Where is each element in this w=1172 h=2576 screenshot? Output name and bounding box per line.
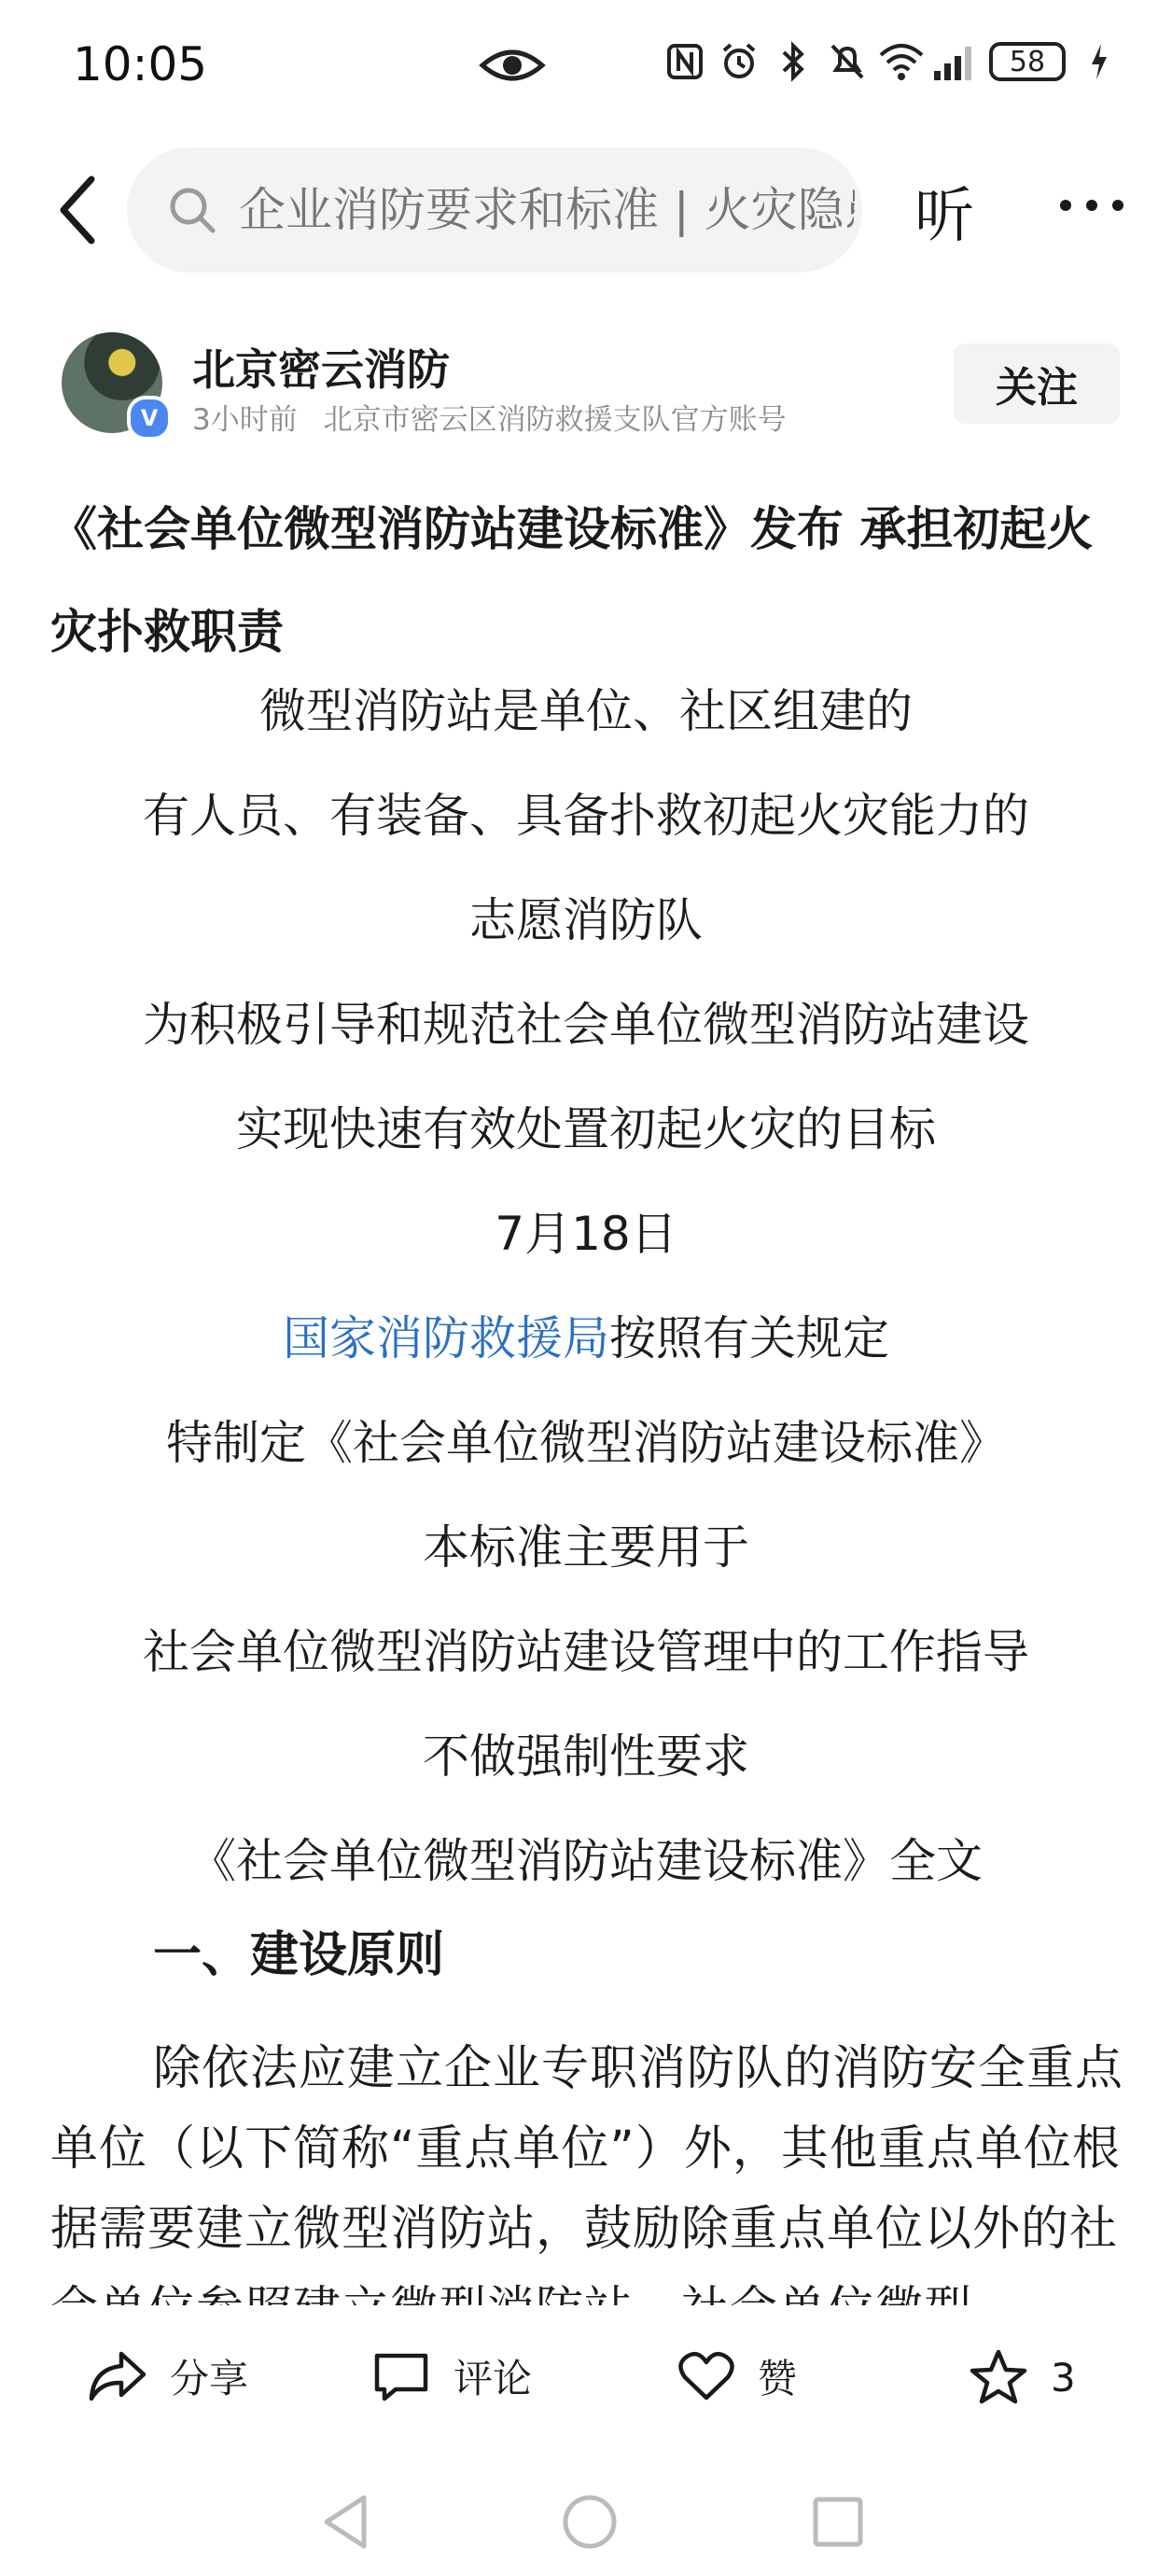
favorite-count: 3 [1051,2354,1076,2401]
article-line: 本标准主要用于 [423,1520,749,1575]
status-time: 10:05 [73,37,208,91]
system-nav-bar [0,2464,1172,2576]
article-line: 实现快速有效处置初起火灾的目标 [236,1102,936,1156]
agency-link[interactable]: 国家消防救援局 [283,1311,609,1365]
alarm-icon [719,41,760,82]
nav-back-icon[interactable] [317,2492,373,2552]
mute-icon [827,41,868,82]
post-time: 3小时前 [192,403,298,437]
author-row [0,329,1172,450]
status-bar [0,0,1172,131]
more-options-button[interactable] [1054,177,1129,233]
comment-label: 评论 [453,2356,533,2401]
favorite-button[interactable] [969,2348,1076,2406]
article-body [0,659,1172,1913]
top-bar [0,140,1172,280]
article-paragraph: 除依法应建立企业专职消防队的消防安全重点单位（以下简称“重点单位”）外，其他重点单位根据需要建立微型消防站，鼓励除重点单位以外的社 [50,2041,1124,2257]
like-button[interactable] [677,2348,797,2404]
comment-button[interactable] [371,2348,532,2404]
bluetooth-icon [773,41,814,82]
heart-icon [677,2349,735,2403]
like-label: 赞 [758,2356,798,2401]
author-meta [192,396,787,438]
search-bar[interactable] [127,147,862,273]
comment-icon [371,2348,431,2404]
author-name[interactable]: 北京密云消防 [192,344,450,395]
section-heading: 一、建设原则 [153,1927,445,1983]
wifi-icon [881,41,922,82]
nav-home-icon[interactable] [560,2492,620,2552]
chevron-left-icon [47,168,112,252]
eye-icon [480,45,545,90]
listen-button[interactable]: 听 [914,182,974,251]
paragraph-viewport [0,2007,1172,2305]
search-icon [166,184,218,236]
share-label: 分享 [170,2356,249,2401]
charging-icon [1079,41,1120,82]
signal-icon [935,41,976,82]
article-line: 特制定《社会单位微型消防站建设标准》 [166,1416,1006,1470]
article-line: 《社会单位微型消防站建设标准》全文 [189,1834,983,1888]
link-suffix: 按照有关规定 [609,1311,889,1365]
share-button[interactable] [88,2348,248,2404]
article-title: 《社会单位微型消防站建设标准》发布 承担初起火灾扑救职责 [50,502,1094,659]
action-bar [0,2305,1172,2455]
back-button[interactable] [47,168,112,252]
star-icon [969,2348,1028,2406]
article-line: 7月18日 [495,1207,677,1261]
article-line: 为积极引导和规范社会单位微型消防站建设 [143,998,1029,1052]
article-line: 不做强制性要求 [423,1729,749,1784]
battery-indicator: 58 [989,42,1066,81]
author-description: 北京市密云区消防救援支队官方账号 [323,403,787,437]
article-line: 有人员、有装备、具备扑救初起火灾能力的 [143,789,1029,843]
search-input[interactable] [237,182,857,238]
follow-button[interactable]: 关注 [954,343,1120,424]
verified-badge-icon: V [127,396,172,441]
nav-recents-icon[interactable] [810,2494,866,2550]
article-line: 社会单位微型消防站建设管理中的工作指导 [143,1625,1029,1679]
article-line: 志愿消防队 [469,893,703,947]
article-line: 微型消防站是单位、社区组建的 [259,684,913,738]
more-icon [1054,177,1129,233]
share-icon [88,2348,147,2404]
nfc-icon [664,41,705,82]
article-line-with-link [0,1286,1172,1391]
